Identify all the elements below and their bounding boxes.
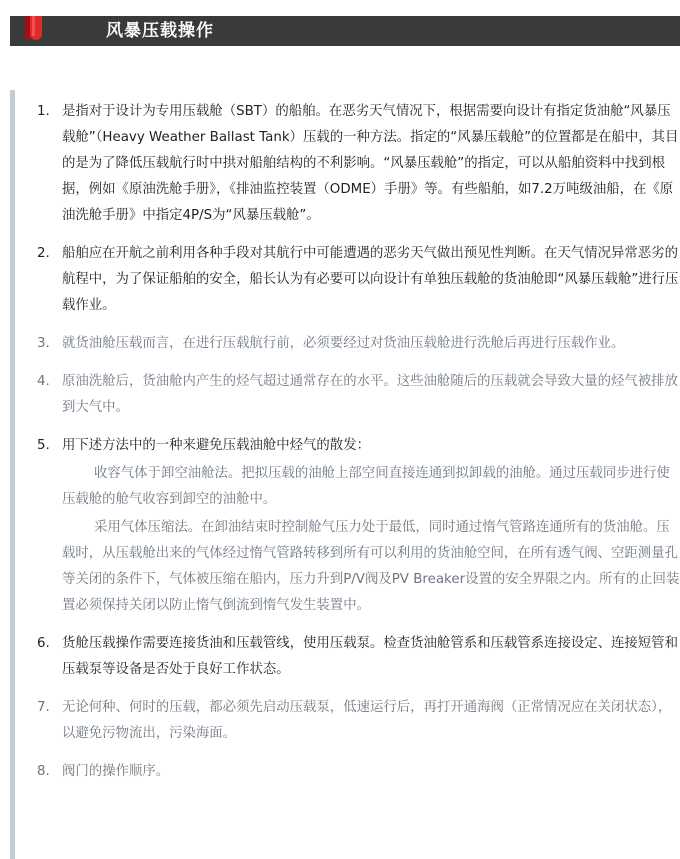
item-number: 3. bbox=[37, 336, 50, 351]
list-item bbox=[15, 241, 680, 319]
list-item bbox=[15, 433, 680, 619]
sub-paragraph: 收容气体于卸空油舱法。把拟压载的油舱上部空间直接连通到拟卸载的油舱。通过压载同步进行使压载舱的舱气收容到卸空的油舱中。 bbox=[62, 466, 670, 507]
item-text: 是指对于设计为专用压载舱（SBT）的船舶。在恶劣天气情况下，根据需要向设计有指定货油舱“风暴压载舱”（Heavy Weather Ballast Tank）压载的一种方法。指定的“风暴压载舱”的位置都是在船中，其目的是为了降低压载航行时中拱对船舶结构的不利影响。“风暴压载舱”的指定，可以从船舶资料中找到根据，例如《原油洗舱手册》，《排油监控装置（ODME）手册》等。有些船舶，如7.2万吨级油船，在《原油洗舱手册》中指定4P/S为“风暴压载舱”。 bbox=[62, 104, 679, 223]
item-text: 用下述方法中的一种来避免压载油舱中烃气的散发： bbox=[62, 438, 370, 453]
sub-paragraph: 采用气体压缩法。在卸油结束时控制舱气压力处于最低，同时通过惰气管路连通所有的货油舱。压载时，从压载舱出来的气体经过惰气管路转移到所有可以利用的货油舱空间，在所有透气阀、空距测量孔等关闭的条件下，气体被压缩在船内，压力升到P/V阀及PV Breaker设置的安全界限之内。所有的止回装置必须保持关闭以防止惰气倒流到惰气发生装置中。 bbox=[62, 520, 680, 613]
list-item bbox=[15, 695, 680, 747]
section-header bbox=[10, 16, 680, 46]
item-text: 船舶应在开航之前利用各种手段对其航行中可能遭遇的恶劣天气做出预见性判断。在天气情况异常恶劣的航程中，为了保证船舶的安全，船长认为有必要可以向设计有单独压载舱的货油舱即“风暴压载舱”进行压载作业。 bbox=[62, 246, 679, 313]
list-item bbox=[15, 331, 680, 357]
item-text: 货舱压载操作需要连接货油和压载管线，使用压载泵。检查货油舱管系和压载管系连接设定、连接短管和压载泵等设备是否处于良好工作状态。 bbox=[62, 636, 678, 677]
instruction-list bbox=[15, 99, 680, 785]
list-item bbox=[15, 369, 680, 421]
item-number: 4. bbox=[37, 374, 50, 389]
list-item bbox=[15, 631, 680, 683]
bookmark-icon bbox=[24, 16, 44, 46]
item-number: 1. bbox=[37, 104, 50, 119]
item-text: 无论何种、何时的压载，都必须先启动压载泵，低速运行后，再打开通海阀（正常情况应在关闭状态），以避免污物流出，污染海面。 bbox=[62, 700, 672, 741]
item-number: 7. bbox=[37, 700, 50, 715]
item-text: 就货油舱压载而言，在进行压载航行前，必须要经过对货油压载舱进行洗舱后再进行压载作业。 bbox=[62, 336, 625, 351]
content-body bbox=[10, 90, 680, 859]
item-number: 8. bbox=[37, 764, 50, 779]
item-text: 阀门的操作顺序。 bbox=[62, 764, 170, 779]
item-number: 2. bbox=[37, 246, 50, 261]
page-title: 风暴压载操作 bbox=[106, 21, 214, 41]
item-text: 原油洗舱后，货油舱内产生的烃气超过通常存在的水平。这些油舱随后的压载就会导致大量的烃气被排放到大气中。 bbox=[62, 374, 678, 415]
list-item bbox=[15, 99, 680, 229]
list-item bbox=[15, 759, 680, 785]
item-number: 6. bbox=[37, 636, 50, 651]
item-number: 5. bbox=[37, 438, 50, 453]
